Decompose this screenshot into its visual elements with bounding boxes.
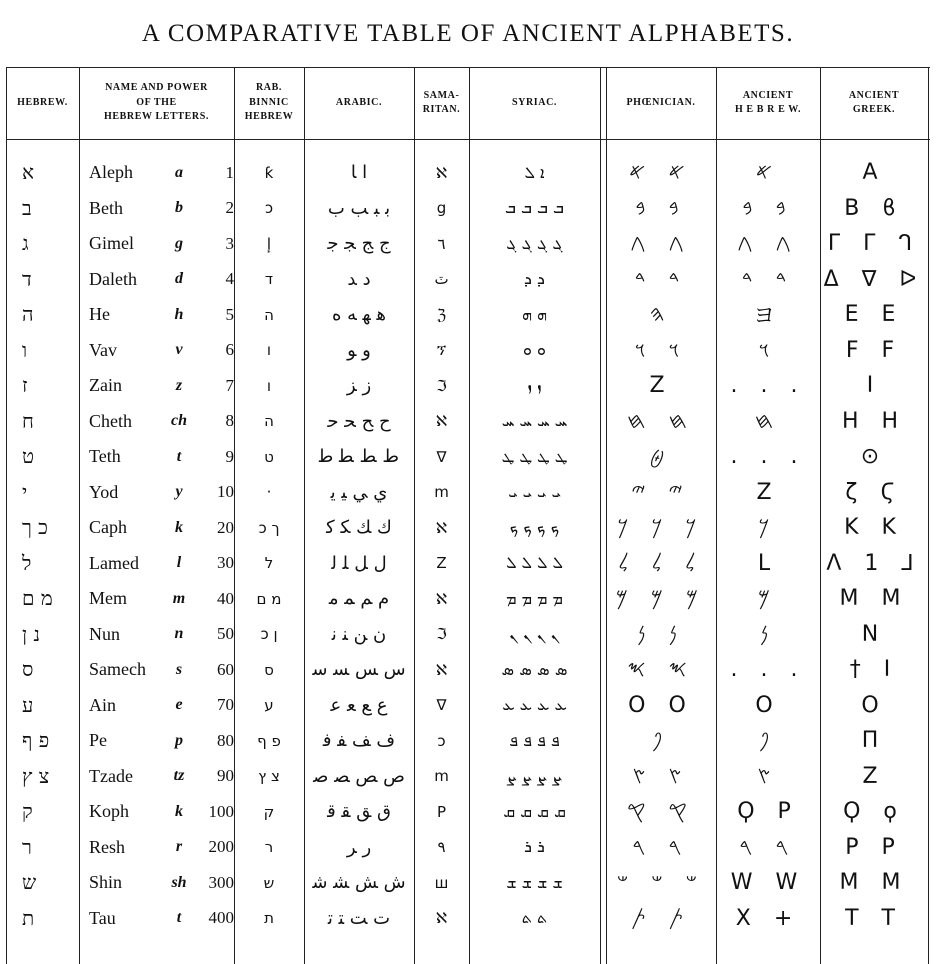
letter-power: k [175,802,183,820]
syriac-forms: ܫ ܫ ܫ ܫ [506,872,563,892]
ancient-hebrew-forms: 𐤓 𐤓 [739,834,797,860]
letter-number: 7 [225,375,234,395]
letter-number: 10 [217,482,234,502]
ancient-greek-forms: Η Η [841,408,907,434]
ancient-hebrew-forms: 𐤀 [755,160,781,186]
syriac-forms: ܐ ܠ [524,162,545,182]
letter-power: l [176,554,182,572]
letter-power: ch [171,412,187,430]
ancient-hebrew-forms: Ϙ P [737,799,799,825]
hebrew-letter: נ ן [22,621,40,646]
samaritan-form: ℵ [435,163,448,182]
syriac-forms: ܨ ܨ ܨ ܨ [506,766,563,786]
letter-power: t [176,909,182,927]
table-row [6,759,930,795]
phoenician-forms: 𐤔 𐤔 𐤔 [616,870,706,896]
phoenician-forms: 𐤓 𐤓 [632,834,690,860]
arabic-forms: ﻉ ﻊ ﻌ ﻋ [330,694,388,716]
letter-power: m [172,589,186,607]
hebrew-letter: ה [22,302,34,327]
ancient-greek-forms: Ε Ε [844,302,904,328]
hebrew-letter: י [22,479,28,504]
hebrew-letter: ע [22,692,34,717]
letter-number: 9 [225,446,234,466]
ancient-hebrew-forms: ヨ [752,304,783,330]
rabbinic-form: ƙ [264,163,274,182]
arabic-forms: ﺡ ﺢ ﺤ ﺣ [327,410,391,432]
table-row [6,510,930,546]
header-name-power: NAME AND POWER OF THE HEBREW LETTERS. [104,82,209,123]
samaritan-form: ℑ [436,625,447,644]
letter-power: s [175,660,183,678]
ancient-greek-forms: ⊙ [860,444,888,470]
header-arabic: ARABIC. [335,96,383,108]
ancient-hebrew-forms: 𐤇 [754,408,782,434]
syriac-forms: ܒ ܒ ܒ ܒ [505,198,564,218]
rabbinic-form: ı [266,376,272,395]
rabbinic-form: ɔ [264,199,274,218]
letter-number: 70 [217,695,234,715]
ancient-hebrew-forms: X + [735,905,801,931]
arabic-forms: ﺭ ﺮ [346,836,372,858]
syriac-forms: ܢ ܢ ܢ ܢ [509,624,560,644]
hebrew-letter: ו [22,337,28,362]
arabic-forms: ﻥ ﻦ ﻨ ﻧ [331,623,387,645]
ancient-hebrew-forms: 𐤂 𐤂 [737,231,799,257]
phoenician-forms: 𐤐 [651,728,671,754]
hebrew-letter: ר [22,834,32,859]
phoenician-forms: 𐤍 𐤍 [637,621,685,647]
letter-power: n [174,625,184,643]
rabbinic-form: ד [264,270,274,289]
table-row [6,439,930,475]
letter-number: 6 [225,340,234,360]
table-row [6,404,930,440]
ancient-greek-forms: Γ Γ ᒉ [827,231,921,257]
arabic-forms: ﻡ ﻢ ﻤ ﻣ [328,588,390,610]
samaritan-form: P [436,802,447,821]
rabbinic-form: צ ץ [258,767,280,786]
hebrew-letter: א [22,160,35,185]
samaritan-form: ኘ [436,341,447,360]
ancient-greek-forms: Κ Κ [844,515,904,541]
ancient-greek-forms: Π [861,728,887,754]
syriac-forms: ܝ ܝ ܝ ܝ [508,482,561,502]
header-rabbinic: RAB. BINNIC HEBREW [244,82,294,123]
letter-number: 20 [217,517,234,537]
samaritan-form: m [434,483,449,502]
ancient-hebrew-forms: 𐤁 𐤁 [742,195,794,221]
letter-power: d [175,270,183,288]
arabic-forms: ﺑ ﺒ ﺐ ﺏ [327,197,391,219]
header-ancient-hebrew: ANCIENT H E B R E W. [734,89,802,115]
letter-power: r [175,838,183,856]
letter-power: g [175,234,183,252]
letter-number: 80 [217,730,234,750]
table-row [6,297,930,333]
ancient-greek-forms: Τ Τ [845,905,903,931]
ancient-greek-forms: Ζ [862,763,886,789]
phoenician-forms: 𐤁 𐤁 [635,195,687,221]
syriac-forms: ܡ ܡ ܡ ܡ [506,588,563,608]
phoenician-forms: 𐤋 𐤋 𐤋 [618,550,704,576]
hebrew-letter: ס [22,657,34,682]
syriac-forms: ܗ ܗ [521,304,548,324]
page-title: A COMPARATIVE TABLE OF ANCIENT ALPHABETS. [141,20,795,47]
header-hebrew: HEBREW. [17,96,68,108]
letter-number: 1 [225,162,234,182]
arabic-forms: ﻁ ﻂ ﻄ ﻃ [319,446,399,468]
rabbinic-form: ı [266,341,272,360]
ancient-hebrew-forms: L [757,550,779,576]
ancient-greek-forms: ζ Ϛ [845,479,903,505]
letter-name: Beth [89,197,123,218]
letter-number: 4 [225,269,234,289]
rabbinic-form: ת [264,909,274,928]
letter-number: 50 [217,624,234,644]
table-row [6,333,930,369]
ancient-hebrew-forms: . . . [730,444,806,470]
rabbinic-form: ɔ ך [258,518,280,537]
rabbinic-form: ט [264,447,274,466]
samaritan-form: ℨ [436,305,447,324]
phoenician-forms: Z [649,373,673,399]
arabic-forms: ﻭ ﻮ [347,339,371,361]
arabic-forms: ﺕ ﺖ ﺘ ﺗ [327,907,391,929]
hebrew-letter: ב [22,195,32,220]
samaritan-form: ٽ [434,270,449,289]
arabic-forms: ﺩ ﺪ [347,268,371,290]
ancient-greek-forms: Ο [861,692,887,718]
letter-power: t [176,447,182,465]
phoenician-forms: 𐤌 𐤌 𐤌 [615,586,707,612]
arabic-forms: ﺱ ﺲ ﺴ ﺳ [312,659,406,681]
arabic-forms: ا ﺎ [350,162,368,184]
ancient-hebrew-forms: . . . [730,373,806,399]
syriac-forms: ܟ ܟ ܟ ܟ [509,517,560,537]
ancient-hebrew-forms: 𐤅 [758,337,778,363]
phoenician-forms: 𐤒 𐤒 [627,799,695,825]
arabic-forms: ﻫ ﻬ ﻪ ﻩ [331,304,387,326]
hebrew-letter: ג [22,231,29,256]
syriac-forms: ܣ ܣ ܣ ܣ [501,659,568,679]
samaritan-form: Z [436,554,447,573]
letter-number: 5 [225,304,234,324]
rabbinic-form: ɔ ן [260,625,278,644]
letter-number: 400 [208,908,234,928]
letter-power: a [175,163,183,181]
samaritan-form: ∇ [436,696,447,715]
header-phoenician: PHŒNICIAN. [626,96,696,108]
letter-name: Caph [89,517,127,538]
phoenician-forms: 𐤉 𐤉 [631,479,691,505]
ancient-greek-forms: Ρ Ρ [845,834,903,860]
samaritan-form: ℵ [435,660,448,679]
hebrew-letter: צ ץ [22,763,50,788]
table-row [6,226,930,262]
syriac-forms: ܕ ܕ [524,269,545,289]
table-row [6,688,930,724]
ancient-greek-forms: Λ 1 ⅃ [826,550,922,576]
letter-name: Samech [89,659,146,680]
ancient-greek-forms: Ν [861,621,887,647]
header-syriac: SYRIAC. [511,96,558,108]
syriac-forms: ܪ ܪ [524,837,545,857]
table-row [6,581,930,617]
letter-name: Lamed [89,552,139,573]
rabbinic-form: ק [263,802,275,821]
phoenician-forms: 𐤅 𐤅 [634,337,688,363]
phoenician-forms: 𐤈 [649,444,673,470]
rabbinic-form: ס [264,660,274,679]
letter-power: v [175,341,183,359]
letter-number: 40 [217,588,234,608]
hebrew-letter: מ ם [22,586,53,611]
samaritan-form: ℑ [436,376,447,395]
letter-name: Koph [89,801,129,822]
letter-power: tz [173,767,185,785]
ancient-greek-forms: F Ϝ [845,337,903,363]
phoenician-forms: 𐤀 𐤀 [629,160,693,186]
table-row [6,901,930,937]
letter-power: k [175,518,183,536]
ancient-hebrew-forms: 𐤌 [757,586,779,612]
samaritan-form: ℵ [435,589,448,608]
ancient-hebrew-forms: . . . [730,657,806,683]
hebrew-letter: פ ף [22,728,50,753]
letter-name: Pe [89,730,107,751]
letter-name: Zain [89,375,122,396]
letter-name: Vav [89,339,117,360]
letter-number: 30 [217,553,234,573]
table-row [6,617,930,653]
phoenician-forms: 𐤂 𐤂 [630,231,692,257]
letter-power: sh [171,873,187,891]
samaritan-form: ց [436,199,447,218]
rabbinic-form: ש [263,873,275,892]
hebrew-letter: ש [22,870,37,895]
table-row [6,155,930,191]
table-row [6,262,930,298]
ancient-greek-forms: Μ Μ [839,586,909,612]
rabbinic-form: · [266,483,272,502]
letter-name: Yod [89,481,119,502]
syriac-forms: ܩ ܩ ܩ ܩ [503,801,566,821]
samaritan-form: m [434,767,449,786]
table-row [6,546,930,582]
hebrew-letter: כ ך [22,515,48,540]
letter-power: h [174,305,184,323]
hebrew-letter: ת [22,905,35,930]
ancient-greek-forms: † Ι [849,657,899,683]
rabbinic-form: ל [264,554,274,573]
hebrew-letter: ח [22,408,34,433]
letter-name: Ain [89,694,116,715]
hebrew-letter: ד [22,266,32,291]
ancient-hebrew-forms: O [755,692,781,718]
letter-name: Tau [89,907,116,928]
samaritan-form: ٩ [437,838,446,857]
phoenician-forms: 𐤄 [649,302,673,328]
syriac-forms: ܓ ܓ ܓ ܓ [506,233,563,253]
letter-number: 2 [225,198,234,218]
ancient-greek-forms: Ϙ ϙ [843,799,905,825]
arabic-forms: ﺵ ﺶ ﺸ ﺷ [312,872,406,894]
table-row [6,794,930,830]
hebrew-letter: ק [22,799,33,824]
table-row [6,368,930,404]
rabbinic-form: ה [264,305,274,324]
table-row [6,723,930,759]
ancient-hebrew-forms: 𐤐 [758,728,778,754]
samaritan-form: ∇ [436,447,447,466]
table-row [6,865,930,901]
rabbinic-form: ר [264,838,274,857]
arabic-forms: ﻝ ﻞ ﻠ ﻟ [331,552,387,574]
arabic-forms: ﺯ ﺰ [346,375,372,397]
samaritan-form: ɔ [437,731,446,750]
phoenician-forms: 𐤊 𐤊 𐤊 [617,515,705,541]
letter-name: Resh [89,836,125,857]
alphabet-table [6,67,930,964]
hebrew-letter: ט [22,444,35,469]
hebrew-letter: ז [22,373,28,398]
ancient-hebrew-forms: 𐤃 𐤃 [741,266,795,292]
ancient-hebrew-forms: 𐤍 [759,621,777,647]
letter-power: p [175,731,183,749]
ancient-greek-forms: Μ Μ [839,870,909,896]
rabbinic-form: ע [264,696,274,715]
arabic-forms: ﻱ ﻲ ﻴ ﻳ [330,481,388,503]
letter-name: He [89,304,110,325]
ancient-greek-forms: Β ϐ [844,195,904,221]
syriac-forms: ܬ ܬ [521,908,548,928]
phoenician-forms: 𐤃 𐤃 [634,266,688,292]
rabbinic-form: מ ם [256,589,282,608]
rabbinic-form: ה [264,412,274,431]
phoenician-forms: O O [628,692,694,718]
letter-power: e [175,696,183,714]
phoenician-forms: 𐤕 𐤕 [630,905,692,931]
syriac-forms: ܦ ܦ ܦ ܦ [509,730,560,750]
syriac-forms: ܥ ܥ ܥ ܥ [502,695,567,715]
letter-name: Shin [89,872,123,893]
table-row [6,475,930,511]
table-row [6,830,930,866]
letter-number: 8 [225,411,234,431]
letter-number: 3 [225,233,234,253]
letter-name: Cheth [89,410,132,431]
ancient-hebrew-forms: Z [756,479,780,505]
samaritan-form: ℵ [435,909,448,928]
header-samaritan: SAMA- RITAN. [422,89,461,115]
syriac-forms: ܠ ܠ ܠ ܠ [506,553,563,573]
letter-name: Mem [89,588,127,609]
letter-power: y [175,483,183,501]
syriac-forms: ܚ ܚ ܚ ܚ [501,411,568,431]
ancient-greek-forms: Δ ∇ ᐅ [823,266,925,292]
letter-number: 90 [217,766,234,786]
ancient-hebrew-forms: W W [730,870,806,896]
phoenician-forms: 𐤑 𐤑 [632,763,690,789]
table-row [6,191,930,227]
arabic-forms: ﻙ ﻚ ﻜ ﻛ [326,517,392,539]
ancient-hebrew-forms: 𐤑 [757,763,779,789]
syriac-forms: ܛ ܛ ܛ ܛ [501,446,568,466]
arabic-forms: ﻕ ﻖ ﻘ ﻗ [327,801,391,823]
letter-number: 300 [208,872,234,892]
samaritan-form: ٦ [437,234,446,253]
letter-name: Nun [89,623,120,644]
rabbinic-form: פ ף [257,731,281,750]
letter-number: 100 [208,801,234,821]
samaritan-form: ℵ [435,412,448,431]
hebrew-letter: ל [22,550,32,575]
samaritan-form: ℵ [435,518,448,537]
header-bottom-rule [6,139,930,140]
arabic-forms: ﻑ ﻒ ﻔ ﻓ [322,730,396,752]
syriac-forms: ܘ ܘ [523,340,546,360]
ancient-greek-forms: Α [862,160,886,186]
letter-name: Aleph [89,162,133,183]
letter-number: 60 [217,659,234,679]
samaritan-form: ш [434,873,449,892]
letter-power: b [175,199,183,217]
letter-name: Gimel [89,233,134,254]
ancient-greek-forms: Ι [866,373,882,399]
arabic-forms: ﺝ ﺞ ﺠ ﺟ [327,233,391,255]
arabic-forms: ﺹ ﺺ ﺼ ﺻ [313,765,405,787]
ancient-hebrew-forms: 𐤊 [758,515,778,541]
header-ancient-greek: ANCIENT GREEK. [848,89,900,115]
letter-number: 200 [208,837,234,857]
table-row [6,652,930,688]
phoenician-forms: 𐤇 𐤇 [627,408,695,434]
letter-name: Daleth [89,268,137,289]
syriac-forms: ܙ ܙ [527,375,542,395]
phoenician-forms: 𐤎 𐤎 [627,657,695,683]
rabbinic-form: ﺇ [266,234,272,253]
letter-name: Tzade [89,765,133,786]
letter-name: Teth [89,446,121,467]
letter-power: z [175,376,183,394]
